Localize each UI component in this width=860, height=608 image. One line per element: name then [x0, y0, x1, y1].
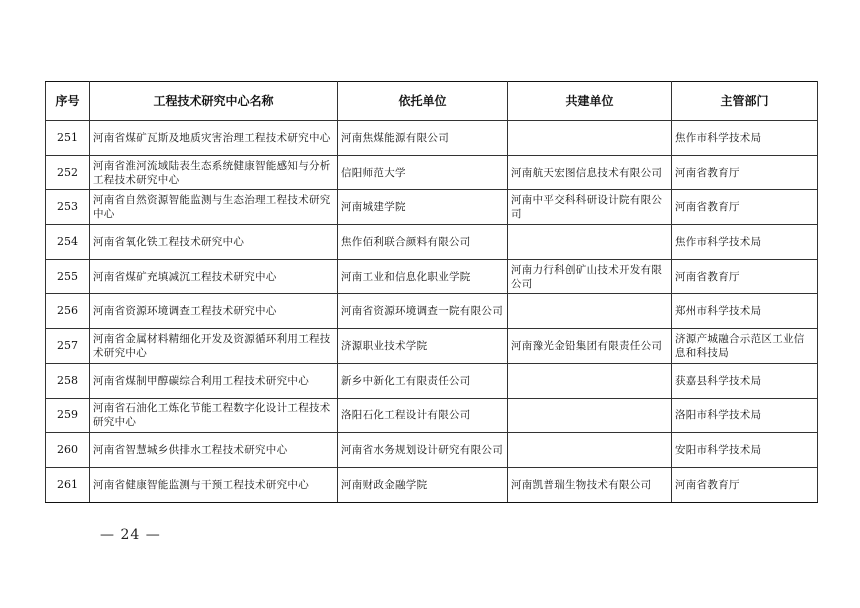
- row-partner-unit: 河南豫光金铅集团有限责任公司: [508, 329, 672, 364]
- row-index: 252: [46, 155, 90, 190]
- row-host-unit: 焦作佰利联合颜料有限公司: [338, 225, 508, 260]
- row-partner-unit: 河南凯普瑞生物技术有限公司: [508, 467, 672, 502]
- row-host-unit: 信阳师范大学: [338, 155, 508, 190]
- row-partner-unit: [508, 294, 672, 329]
- row-center-name: 河南省资源环境调查工程技术研究中心: [90, 294, 338, 329]
- table-row: [46, 433, 818, 468]
- row-supervising-dept: 郑州市科学技术局: [672, 294, 818, 329]
- row-host-unit: 济源职业技术学院: [338, 329, 508, 364]
- row-host-unit: 洛阳石化工程设计有限公司: [338, 398, 508, 433]
- row-center-name: 河南省煤矿瓦斯及地质灾害治理工程技术研究中心: [90, 121, 338, 156]
- row-host-unit: 新乡中新化工有限责任公司: [338, 363, 508, 398]
- row-partner-unit: [508, 433, 672, 468]
- row-host-unit: 河南焦煤能源有限公司: [338, 121, 508, 156]
- row-index: 251: [46, 121, 90, 156]
- row-index: 256: [46, 294, 90, 329]
- row-supervising-dept: 河南省教育厅: [672, 190, 818, 225]
- row-partner-unit: [508, 398, 672, 433]
- row-center-name: 河南省煤制甲醇碳综合利用工程技术研究中心: [90, 363, 338, 398]
- row-partner-unit: 河南中平交科科研设计院有限公司: [508, 190, 672, 225]
- row-supervising-dept: 焦作市科学技术局: [672, 225, 818, 260]
- row-index: 253: [46, 190, 90, 225]
- table-row: [46, 329, 818, 364]
- table-header-row: [46, 82, 818, 121]
- row-supervising-dept: 安阳市科学技术局: [672, 433, 818, 468]
- row-index: 258: [46, 363, 90, 398]
- row-center-name: 河南省石油化工炼化节能工程数字化设计工程技术研究中心: [90, 398, 338, 433]
- row-supervising-dept: 河南省教育厅: [672, 155, 818, 190]
- row-center-name: 河南省健康智能监测与干预工程技术研究中心: [90, 467, 338, 502]
- row-center-name: 河南省智慧城乡供排水工程技术研究中心: [90, 433, 338, 468]
- row-center-name: 河南省金属材料精细化开发及资源循环利用工程技术研究中心: [90, 329, 338, 364]
- header-supervising-dept: 主管部门: [672, 82, 818, 121]
- row-center-name: 河南省淮河流域陆表生态系统健康智能感知与分析工程技术研究中心: [90, 155, 338, 190]
- table-row: [46, 467, 818, 502]
- row-center-name: 河南省煤矿充填减沉工程技术研究中心: [90, 259, 338, 294]
- table-row: [46, 190, 818, 225]
- row-supervising-dept: 洛阳市科学技术局: [672, 398, 818, 433]
- table-row: [46, 294, 818, 329]
- row-partner-unit: [508, 363, 672, 398]
- page-number: — 24 —: [100, 527, 161, 543]
- row-index: 254: [46, 225, 90, 260]
- row-supervising-dept: 获嘉县科学技术局: [672, 363, 818, 398]
- row-index: 261: [46, 467, 90, 502]
- row-host-unit: 河南城建学院: [338, 190, 508, 225]
- row-center-name: 河南省氧化铁工程技术研究中心: [90, 225, 338, 260]
- row-supervising-dept: 焦作市科学技术局: [672, 121, 818, 156]
- row-host-unit: 河南省水务规划设计研究有限公司: [338, 433, 508, 468]
- row-host-unit: 河南财政金融学院: [338, 467, 508, 502]
- row-partner-unit: [508, 121, 672, 156]
- table-row: [46, 225, 818, 260]
- header-host-unit: 依托单位: [338, 82, 508, 121]
- table-row: [46, 363, 818, 398]
- row-host-unit: 河南工业和信息化职业学院: [338, 259, 508, 294]
- row-supervising-dept: 河南省教育厅: [672, 259, 818, 294]
- row-supervising-dept: 河南省教育厅: [672, 467, 818, 502]
- row-index: 260: [46, 433, 90, 468]
- header-index: 序号: [46, 82, 90, 121]
- header-partner-unit: 共建单位: [508, 82, 672, 121]
- row-center-name: 河南省自然资源智能监测与生态治理工程技术研究中心: [90, 190, 338, 225]
- row-index: 255: [46, 259, 90, 294]
- row-host-unit: 河南省资源环境调查一院有限公司: [338, 294, 508, 329]
- row-partner-unit: 河南力行科创矿山技术开发有限公司: [508, 259, 672, 294]
- row-partner-unit: 河南航天宏图信息技术有限公司: [508, 155, 672, 190]
- table-row: [46, 259, 818, 294]
- table-row: [46, 121, 818, 156]
- row-partner-unit: [508, 225, 672, 260]
- research-center-table: [45, 81, 818, 503]
- header-center-name: 工程技术研究中心名称: [90, 82, 338, 121]
- row-index: 259: [46, 398, 90, 433]
- row-index: 257: [46, 329, 90, 364]
- table-row: [46, 398, 818, 433]
- row-supervising-dept: 济源产城融合示范区工业信息和科技局: [672, 329, 818, 364]
- table-row: [46, 155, 818, 190]
